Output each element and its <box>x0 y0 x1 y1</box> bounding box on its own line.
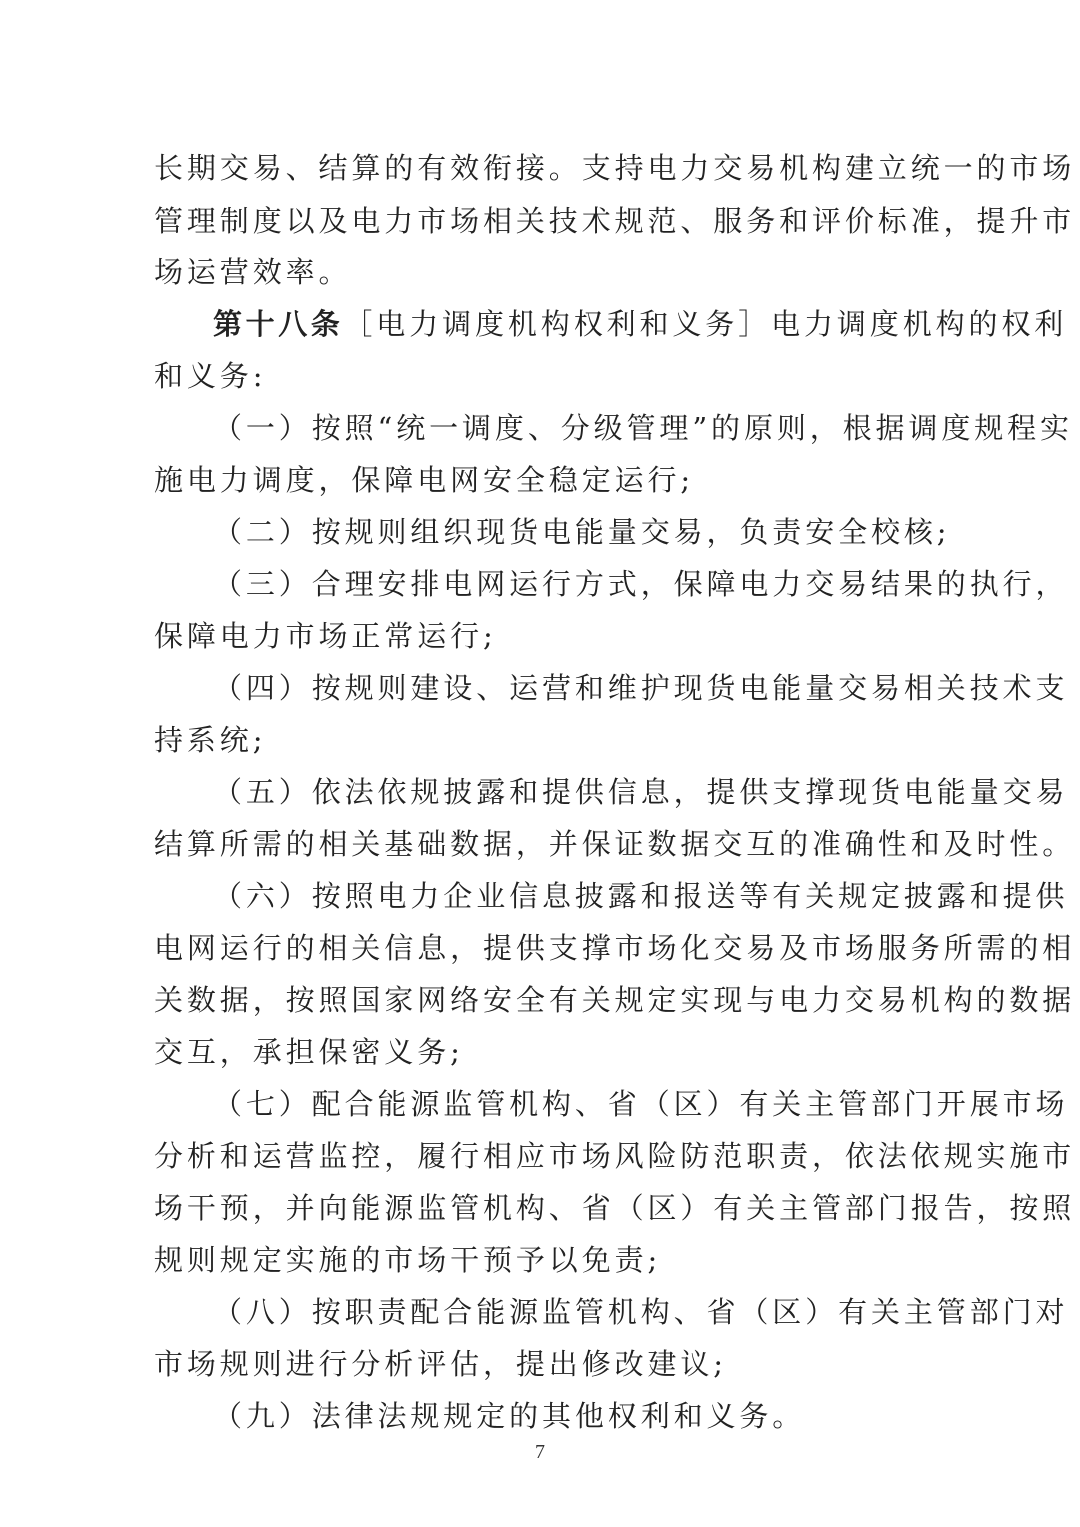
body-text-line: 规则规定实施的市场干预予以免责; <box>154 1243 662 1277</box>
body-text-line: 关数据，按照国家网络安全有关规定实现与电力交易机构的数据 <box>154 983 1076 1017</box>
list-item-5: （五）依法依规披露和提供信息，提供支撑现货电能量交易 <box>213 775 1069 809</box>
body-text-line: 市场规则进行分析评估，提出修改建议; <box>154 1347 727 1381</box>
body-text-line: 场运营效率。 <box>154 255 352 289</box>
body-text-line: 保障电力市场正常运行; <box>154 619 497 653</box>
body-text-line: 长期交易、结算的有效衔接。支持电力交易机构建立统一的市场 <box>154 151 1076 185</box>
list-item-8: （八）按职责配合能源监管机构、省（区）有关主管部门对 <box>213 1295 1069 1329</box>
body-text-line: 和义务: <box>154 359 267 393</box>
article-title: ［电力调度机构权利和义务］电力调度机构的权利 <box>343 307 1068 341</box>
list-item-4: （四）按规则建设、运营和维护现货电能量交易相关技术支 <box>213 671 1069 705</box>
body-text-line: 结算所需的相关基础数据，并保证数据交互的准确性和及时性。 <box>154 827 1076 861</box>
list-item-9: （九）法律法规规定的其他权利和义务。 <box>213 1399 806 1433</box>
list-item-2: （二）按规则组织现货电能量交易，负责安全校核; <box>213 515 951 549</box>
list-item-3: （三）合理安排电网运行方式，保障电力交易结果的执行， <box>213 567 1069 601</box>
body-text-line: 交互，承担保密义务; <box>154 1035 464 1069</box>
body-text-line: 施电力调度，保障电网安全稳定运行; <box>154 463 695 497</box>
page-number: 7 <box>535 1441 545 1463</box>
body-text-line: 场干预，并向能源监管机构、省（区）有关主管部门报告，按照 <box>154 1191 1076 1225</box>
list-item-1: （一）按照“统一调度、分级管理”的原则，根据调度规程实 <box>213 411 1073 445</box>
list-item-6: （六）按照电力企业信息披露和报送等有关规定披露和提供 <box>213 879 1069 913</box>
body-text-line: 持系统; <box>154 723 267 757</box>
body-text-line: 分析和运营监控，履行相应市场风险防范职责，依法依规实施市 <box>154 1139 1076 1173</box>
body-text-line: 管理制度以及电力市场相关技术规范、服务和评价标准，提升市 <box>154 204 1076 238</box>
article-number: 第十八条 <box>213 307 344 341</box>
body-text-line: 电网运行的相关信息，提供支撑市场化交易及市场服务所需的相 <box>154 931 1076 965</box>
list-item-7: （七）配合能源监管机构、省（区）有关主管部门开展市场 <box>213 1087 1069 1121</box>
article-18-heading-line <box>213 304 1068 344</box>
